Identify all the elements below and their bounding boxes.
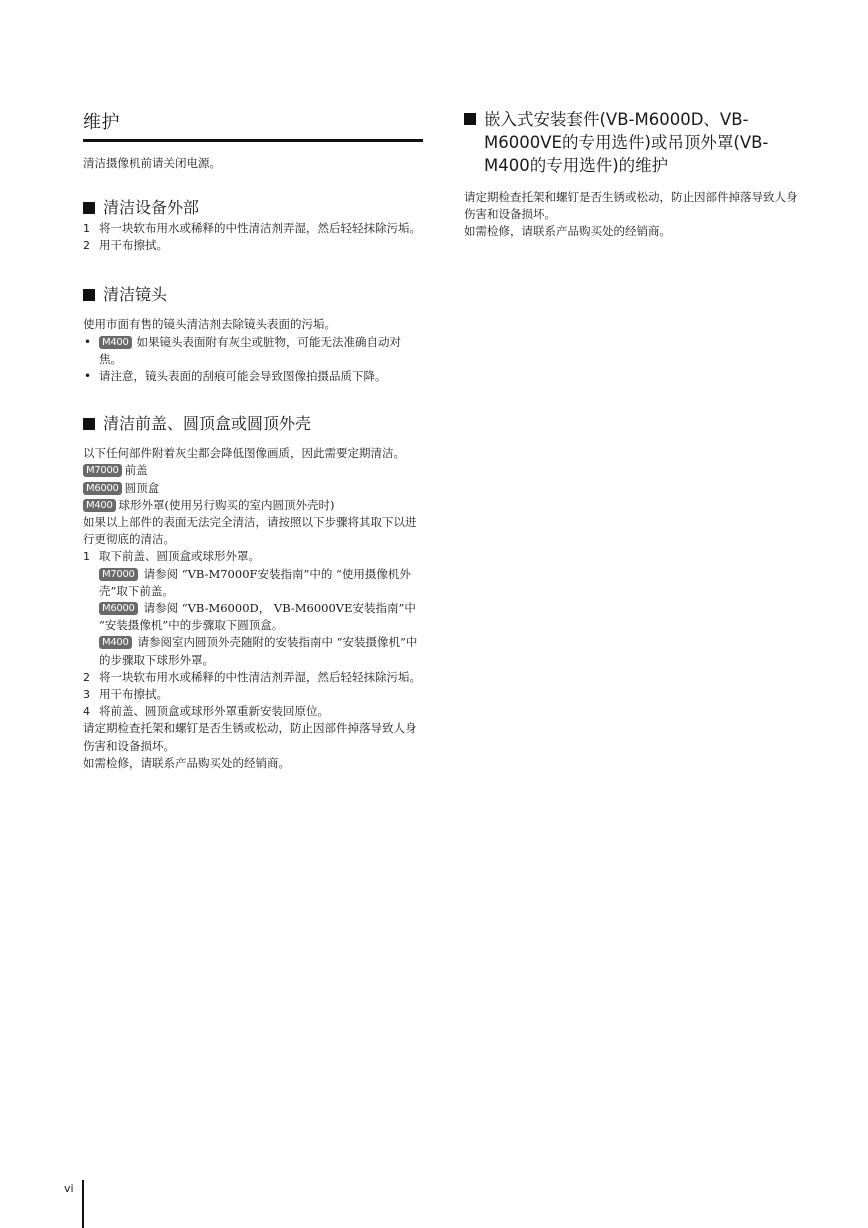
step-item: 1 将一块软布用水或稀释的中性清洁剂弄湿，然后轻轻抹除污垢。 — [83, 221, 421, 235]
step-item: 2 用干布擦拭。 — [83, 238, 168, 253]
section-clean-lens — [83, 284, 423, 385]
step-item: 1 取下前盖、圆顶盒或球形外罩。 — [83, 549, 260, 564]
part-line: M400 球形外罩(使用另行购买的室内圆顶外壳时) — [83, 497, 423, 514]
square-bullet-icon — [83, 202, 95, 214]
section-clean-exterior — [83, 197, 423, 254]
section-clean-cover — [83, 413, 423, 772]
section-heading: 嵌入式安装套件(VB-M6000D、VB-M6000VE的专用选件)或吊顶外罩(VB-M400的专用选件)的维护 — [464, 108, 799, 177]
mount-maintenance-text: 请定期检查托架和螺钉是否生锈或松动，防止因部件掉落导致人身伤害和设备损坏。 — [464, 190, 798, 222]
model-badge: M400 — [83, 499, 116, 512]
model-badge: M6000 — [99, 602, 138, 615]
page-title: 维护 — [83, 108, 423, 142]
bullet-item: • 请注意，镜头表面的刮痕可能会导致图像拍摄品质下降。 — [83, 368, 423, 385]
section-heading: 清洁前盖、圆顶盒或圆顶外壳 — [83, 413, 423, 435]
step-item: 3 用干布擦拭。 — [83, 687, 168, 702]
square-bullet-icon — [464, 113, 476, 125]
intro-text: 清洁摄像机前请关闭电源。 — [83, 156, 221, 170]
right-column — [464, 108, 799, 241]
sub-step: M6000 请参阅 “VB-M6000D， VB-M6000VE安装指南”中 “安装摄像机”中的步骤取下圆顶盒。 — [99, 601, 416, 633]
section-heading: 清洁设备外部 — [83, 197, 423, 219]
bullet-icon: • — [84, 334, 92, 349]
cover-outro: 如需检修，请联系产品购买处的经销商。 — [83, 755, 290, 770]
model-badge: M6000 — [83, 482, 122, 495]
cover-outro: 请定期检查托架和螺钉是否生锈或松动，防止因部件掉落导致人身伤害和设备损坏。 — [83, 721, 417, 753]
part-line: M7000 前盖 — [83, 462, 423, 479]
bullet-icon: • — [84, 369, 92, 384]
step-item: 4 将前盖、圆顶盒或球形外罩重新安装回原位。 — [83, 704, 329, 719]
step-item: 2 将一块软布用水或稀释的中性清洁剂弄湿，然后轻轻抹除污垢。 — [83, 669, 421, 684]
model-badge: M400 — [99, 336, 132, 349]
sub-step: M7000 请参阅 “VB-M7000F安装指南”中的 “使用摄像机外壳”取下前盖。 — [99, 566, 411, 598]
part-line: M6000 圆顶盒 — [83, 480, 423, 497]
model-badge: M7000 — [83, 464, 122, 477]
left-column — [83, 108, 423, 772]
cover-note: 如果以上部件的表面无法完全清洁，请按照以下步骤将其取下以进行更彻底的清洁。 — [83, 515, 417, 547]
square-bullet-icon — [83, 418, 95, 430]
sub-step: M400 请参阅室内圆顶外壳随附的安装指南中 “安装摄像机”中的步骤取下球形外罩。 — [99, 635, 418, 667]
page-number: vi — [64, 1182, 74, 1195]
mount-maintenance-contact: 如需检修，请联系产品购买处的经销商。 — [464, 224, 671, 239]
bullet-item: • M400 如果镜头表面附有灰尘或脏物，可能无法准确自动对焦。 — [84, 334, 402, 366]
page-number-rule — [82, 1180, 84, 1228]
model-badge: M400 — [99, 636, 132, 649]
section-heading: 清洁镜头 — [83, 284, 423, 306]
lens-intro: 使用市面有售的镜头清洁剂去除镜头表面的污垢。 — [83, 317, 336, 332]
model-badge: M7000 — [99, 568, 138, 581]
cover-intro: 以下任何部件附着灰尘都会降低图像画质，因此需要定期清洁。 — [83, 446, 405, 461]
square-bullet-icon — [83, 289, 95, 301]
